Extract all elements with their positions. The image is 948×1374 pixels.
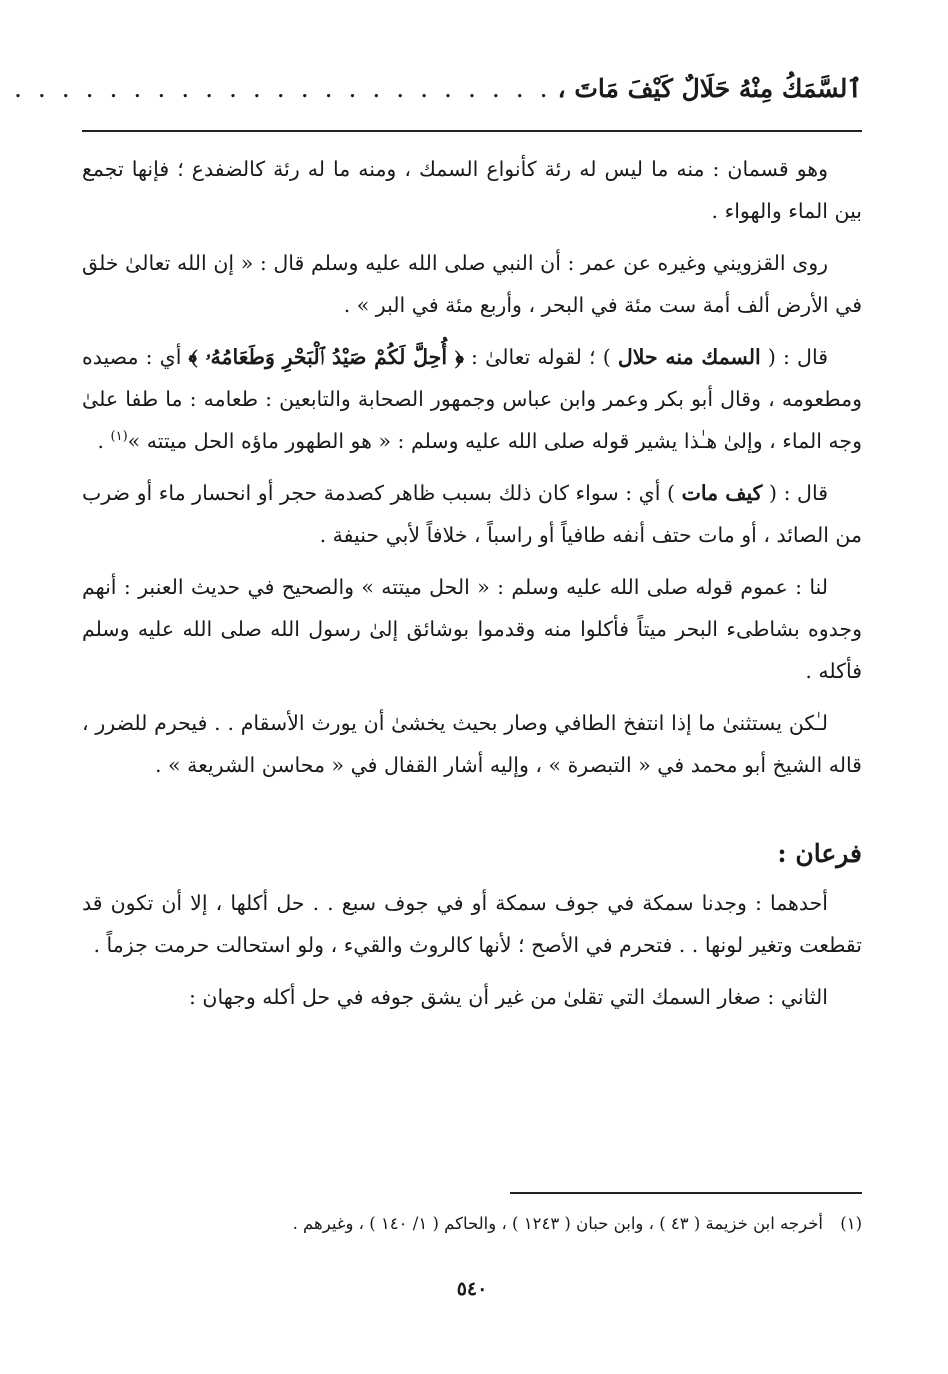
footnote xyxy=(82,1210,862,1238)
text-run: لـٰكن يستثنىٰ ما إذا انتفخ الطافي وصار بحيث يخشىٰ أن يورث الأسقام . . فيحرم للضرر ، قاله الشيخ أبو محمد في « التبصرة » ، وإليه أشار القفال في « محاسن الشريعة » . xyxy=(82,711,862,777)
text-run: قال : ( xyxy=(762,481,828,505)
bold-text: كيف مات xyxy=(681,481,763,505)
bold-text: ﴿ أُحِلَّ لَكُمْ صَيْدُ ٱلْبَحْرِ وَطَعَامُهُۥ ﴾ xyxy=(188,345,464,369)
text-run: ) أي : سواء كان ذلك بسبب ظاهر كصدمة حجر أو انحسار ماء أو ضرب من الصائد ، أو مات حتف أنفه طافياً أو راسباً ، خلافاً لأبي حنيفة . xyxy=(82,481,862,547)
paragraph xyxy=(82,336,862,462)
text-run: قال : ( xyxy=(760,345,828,369)
page-number: ٥٤٠ xyxy=(456,1278,488,1300)
text-run: وهو قسمان : منه ما ليس له رئة كأنواع السمك ، ومنه ما له رئة كالضفدع ؛ فإنها تجمع بين الماء والهواء . xyxy=(82,157,862,223)
running-header xyxy=(13,60,862,116)
book-page xyxy=(13,60,862,1300)
paragraph xyxy=(82,242,862,326)
text-run: الثاني : صغار السمك التي تقلىٰ من غير أن يشق جوفه في حل أكله وجهان : xyxy=(188,985,828,1009)
paragraph xyxy=(82,148,862,232)
footnote-rule xyxy=(510,1192,862,1194)
text-run: . xyxy=(97,429,111,453)
main-text xyxy=(82,148,862,1018)
footnote-marker: (١) xyxy=(110,429,128,445)
section-heading: فرعان : xyxy=(777,839,862,868)
paragraph xyxy=(82,976,862,1018)
text-run: لنا : عموم قوله صلى الله عليه وسلم : « الحل ميتته » والصحيح في حديث العنبر : أنهم وجدوه بشاطىء البحر ميتاً فأكلوا منه وقدموا بوشائق إلىٰ رسول الله صلى الله عليه وسلم فأكله . xyxy=(82,575,862,683)
footnote-text: أخرجه ابن خزيمة ( ٤٣ ) ، وابن حبان ( ١٢٤٣ ) ، والحاكم ( ١/ ١٤٠ ) ، وغيرهم . xyxy=(292,1214,823,1233)
running-header-title: ٱلسَّمَكُ مِنْهُ حَلَالٌ كَيْفَ مَاتَ ، xyxy=(557,73,862,103)
text-run: روى القزويني وغيره عن عمر : أن النبي صلى الله عليه وسلم قال : « إن الله تعالىٰ خلق في الأرض ألف أمة ست مئة في البحر ، وأربع مئة في البر » . xyxy=(82,251,862,317)
footnote-number: (١) xyxy=(840,1214,862,1233)
paragraph xyxy=(82,566,862,692)
paragraph xyxy=(82,472,862,556)
section-paragraphs xyxy=(82,882,862,1018)
main-paragraphs xyxy=(82,148,862,786)
paragraph xyxy=(82,882,862,966)
text-run: أحدهما : وجدنا سمكة في جوف سمكة أو في جوف سبع . . حل أكلها ، إلا أن تكون قد تقطعت وتغير لونها . . فتحرم في الأصح ؛ لأنها كالروث والقيء ، ولو استحالت حرمت جزماً . xyxy=(82,891,862,957)
header-rule xyxy=(82,130,862,132)
bold-text: السمك منه حلال xyxy=(617,345,761,369)
paragraph xyxy=(82,702,862,786)
text-run: ) ؛ لقوله تعالىٰ : xyxy=(463,345,618,369)
text-run: أي : مصيده ومطعومه ، وقال أبو بكر وعمر وابن عباس وجمهور الصحابة والتابعين : طعامه : ما طفا علىٰ وجه الماء ، وإلىٰ هـٰذا يشير قوله صلى الله عليه وسلم : « هو الطهور ماؤه الحل ميتته » xyxy=(82,345,862,453)
running-header-dots: . . . . . . . . . . . . . . . . . . . . . . . xyxy=(13,73,552,103)
